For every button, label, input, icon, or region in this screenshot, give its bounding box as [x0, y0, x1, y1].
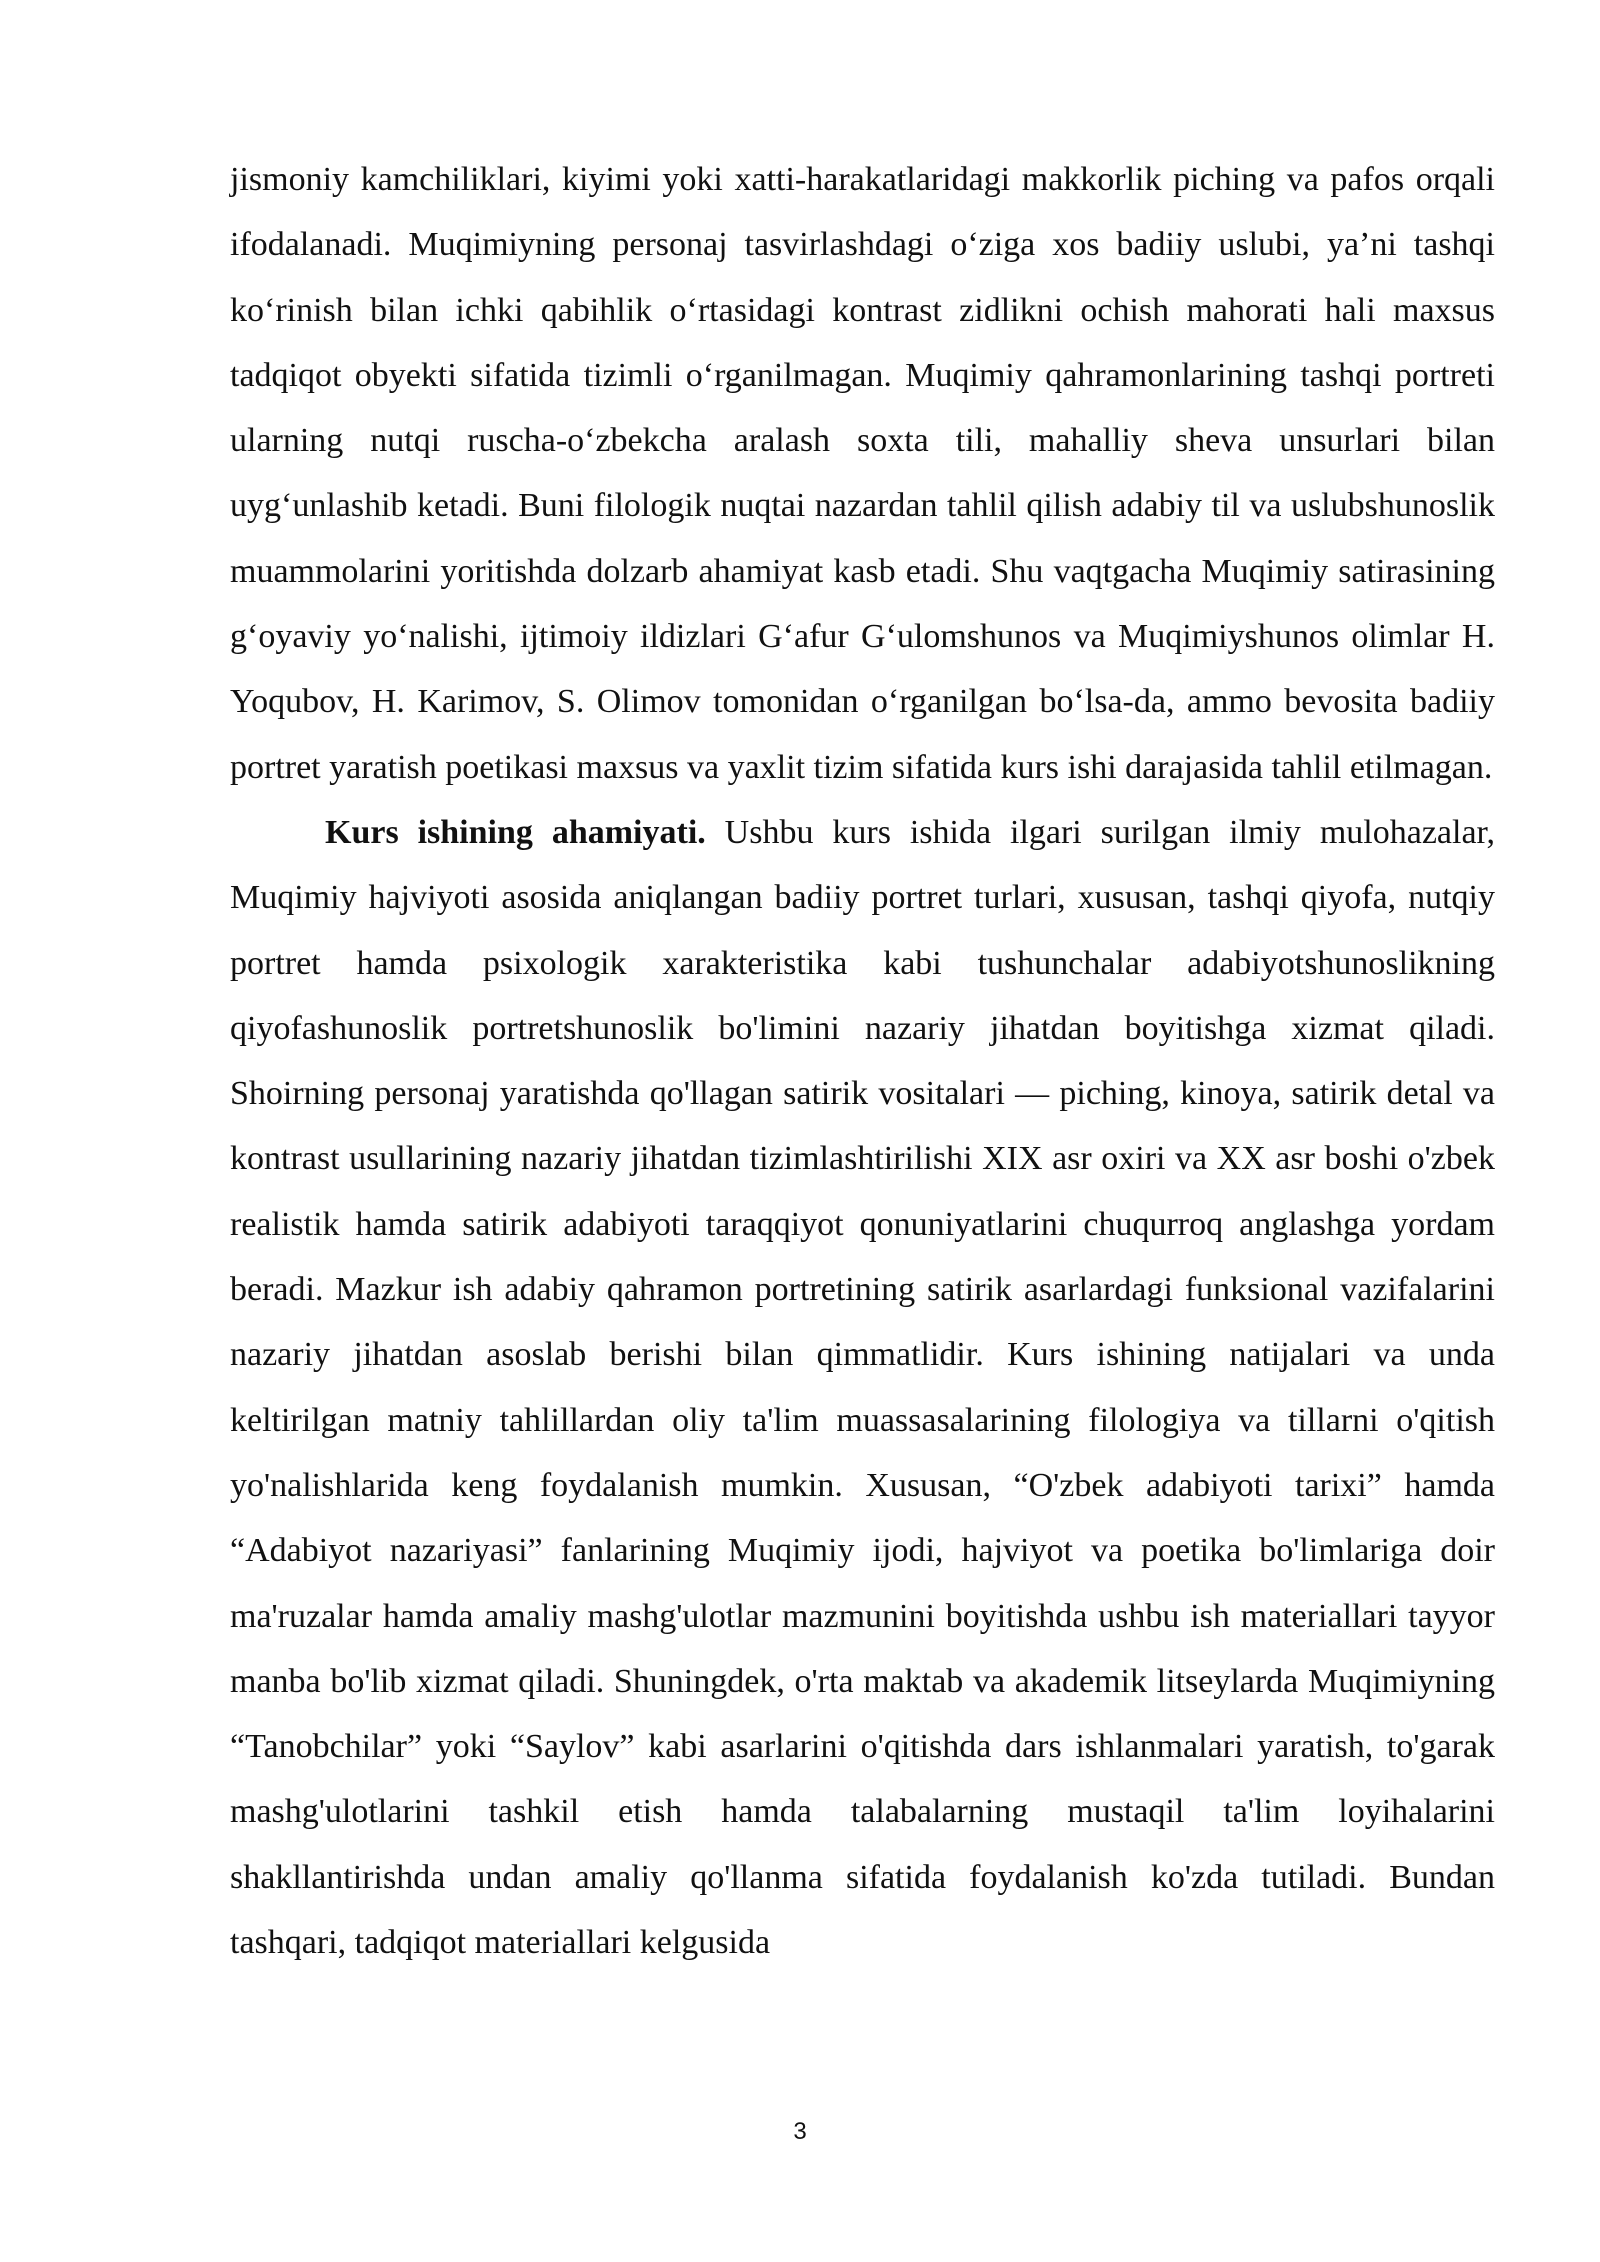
page-number: 3: [793, 2118, 807, 2145]
paragraph-2: [230, 800, 1495, 1975]
section-heading-significance: Kurs ishining ahamiyati.: [325, 813, 706, 851]
paragraph-1: jismoniy kamchiliklari, kiyimi yoki xatti-harakatlaridagi makkorlik piching va pafos orqali ifodalanadi. Muqimiyning personaj tasvirlashdagi o‘ziga xos badiiy uslubi, ya’ni tashqi ko‘rinish bilan ichki qabihlik o‘rtasidagi kontrast zidlikni ochish mahorati hali maxsus tadqiqot obyekti sifatida tizimli o‘rganilmagan. Muqimiy qahramonlarining tashqi portreti ularning nutqi ruscha-o‘zbekcha aralash soxta tili, mahalliy sheva unsurlari bilan uyg‘unlashib ketadi. Buni filologik nuqtai nazardan tahlil qilish adabiy til va uslubshunoslik muammolarini yoritishda dolzarb ahamiyat kasb etadi. Shu vaqtgacha Muqimiy satirasining g‘oyaviy yo‘nalishi, ijtimoiy ildizlari G‘afur G‘ulomshunos va Muqimiyshunos olimlar H. Yoqubov, H. Karimov, S. Olimov tomonidan o‘rganilgan bo‘lsa-da, ammo bevosita badiiy portret yaratish poetikasi maxsus va yaxlit tizim sifatida kurs ishi darajasida tahlil etilmagan.: [230, 161, 1495, 786]
paragraph-2-body: Ushbu kurs ishida ilgari surilgan ilmiy mulohazalar, Muqimiy hajviyoti asosida aniqlangan badiiy portret turlari, xususan, tashqi qiyofa, nutqiy portret hamda psixologik xarakteristika kabi tushunchalar adabiyotshunoslikning qiyofashunoslik portretshunoslik bo'limini nazariy jihatdan boyitishga xizmat qiladi. Shoirning personaj yaratishda qo'llagan satirik vositalari — piching, kinoya, satirik detal va kontrast usullarining nazariy jihatdan tizimlashtirilishi XIX asr oxiri va XX asr boshi o'zbek realistik hamda satirik adabiyoti taraqqiyot qonuniyatlarini chuqurroq anglashga yordam beradi. Mazkur ish adabiy qahramon portretining satirik asarlardagi funksional vazifalarini nazariy jihatdan asoslab berishi bilan qimmatlidir. Kurs ishining natijalari va unda keltirilgan matniy tahlillardan oliy ta'lim muassasalarining filologiya va tillarni o'qitish yo'nalishlarida keng foydalanish mumkin. Xususan, “O'zbek adabiyoti tarixi” hamda “Adabiyot nazariyasi” fanlarining Muqimiy ijodi, hajviyot va poetika bo'limlariga doir ma'ruzalar hamda amaliy mashg'ulotlar mazmunini boyitishda ushbu ish materiallari tayyor manba bo'lib xizmat qiladi. Shuningdek, o'rta maktab va akademik litseylarda Muqimiyning “Tanobchilar” yoki “Saylov” kabi asarlarini o'qitishda dars ishlanmalari yaratish, to'garak mashg'ulotlarini tashkil etish hamda talabalarning mustaqil ta'lim loyihalarini shakllantirishda undan amaliy qo'llanma sifatida foydalanish ko'zda tutiladi. Bundan tashqari, tadqiqot materiallari kelgusida: [230, 813, 1495, 1962]
body-text: [230, 147, 1495, 1975]
